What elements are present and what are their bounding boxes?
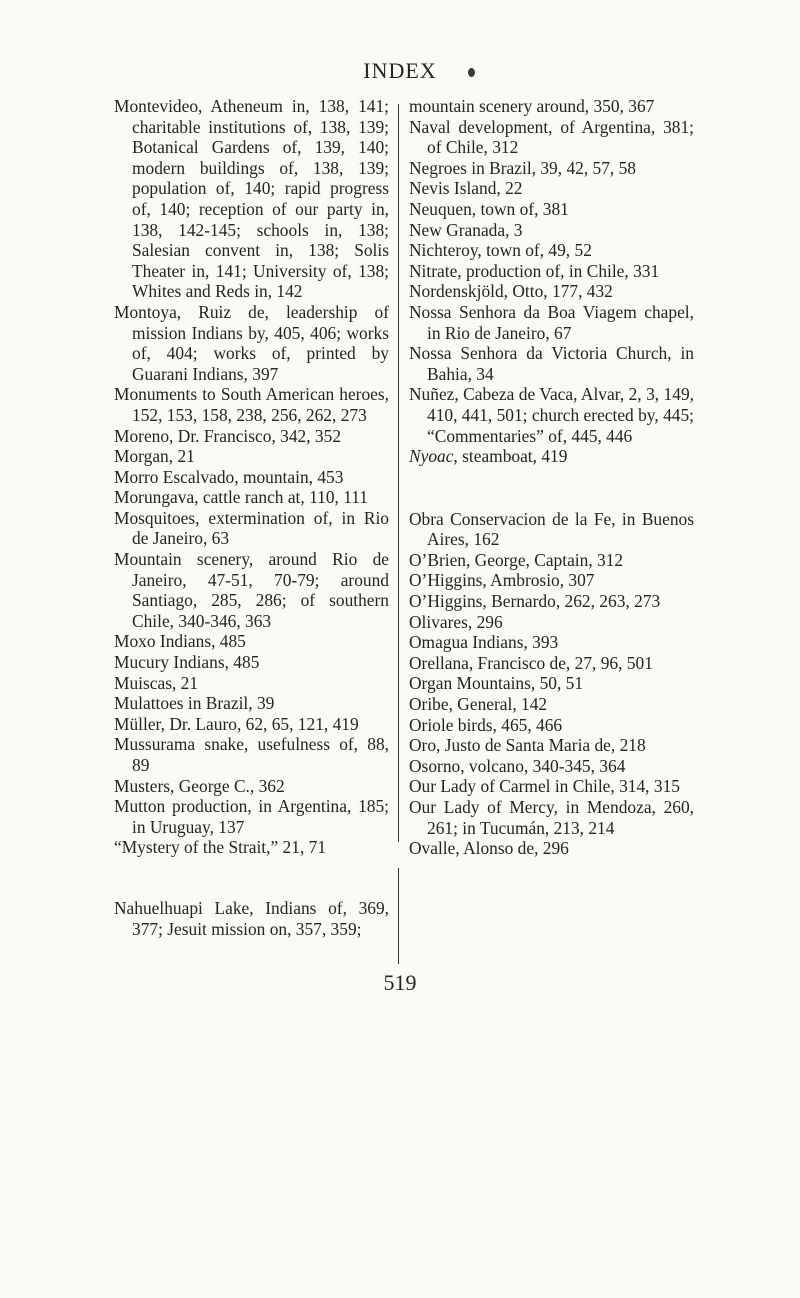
index-entry: Muiscas, 21 xyxy=(114,672,199,693)
index-entry: Moreno, Dr. Francisco, 342, 352 xyxy=(114,425,342,446)
index-entry: Moxo Indians, 485 xyxy=(114,631,246,652)
index-entry: Nuñez, Cabeza de Vaca, Alvar, 2, 3, 149, 410, 441, 501; church erected by, 445; “Commentaries” of, 445, 446 xyxy=(409,384,694,446)
index-entry: Naval development, of Argentina, 381; of Chile, 312 xyxy=(409,116,694,158)
index-entry: Mulattoes in Brazil, 39 xyxy=(114,693,275,714)
index-entry: Our Lady of Mercy, in Mendoza, 260, 261; in Tucumán, 213, 214 xyxy=(409,797,694,838)
index-entry: Omagua Indians, 393 xyxy=(409,632,559,653)
index-entry: Organ Mountains, 50, 51 xyxy=(409,673,584,694)
index-entry: Nordenskjöld, Otto, 177, 432 xyxy=(409,281,613,302)
index-entry: O’Brien, George, Captain, 312 xyxy=(409,549,624,570)
page-number: 519 xyxy=(383,970,417,995)
italic-entry-name: Nyoac, xyxy=(409,446,458,467)
column-rule xyxy=(398,104,399,842)
index-entry: Orellana, Francisco de, 27, 96, 501 xyxy=(409,652,653,673)
index-entry: Nevis Island, 22 xyxy=(409,178,523,199)
index-entry: Mutton production, in Argentina, 185; in Uruguay, 137 xyxy=(114,796,389,837)
index-entry: Nossa Senhora da Victoria Church, in Bahia, 34 xyxy=(409,343,694,384)
letter-gap xyxy=(409,467,694,509)
index-entry: Montevideo, Atheneum in, 138, 141; charitable institutions of, 138, 139; Botanical Gardens of, 139, 140; modern buildings of, 138, 139; population of, 140; rapid progress of, 140; reception of our party in, 138, 142-145; schools in, 138; Salesian convent in, 138; Solis Theater in, 141; University of, 138; Whites and Reds in, 142 xyxy=(114,96,389,302)
right-column xyxy=(409,96,694,859)
index-entry: Neuquen, town of, 381 xyxy=(409,198,569,219)
index-entry: Oriole birds, 465, 466 xyxy=(409,714,563,735)
index-entry: Osorno, volcano, 340-345, 364 xyxy=(409,755,626,776)
index-entry: Oribe, General, 142 xyxy=(409,694,548,715)
letter-gap xyxy=(114,858,389,898)
index-entry: Musters, George C., 362 xyxy=(114,775,285,796)
index-entry: mountain scenery around, 350, 367 xyxy=(409,96,655,116)
index-entry: Morgan, 21 xyxy=(114,446,195,467)
index-entry: Mucury Indians, 485 xyxy=(114,652,260,673)
index-entry: Mountain scenery, around Rio de Janeiro, 47-51, 70-79; around Santiago, 285, 286; of southern Chile, 340-346, 363 xyxy=(114,549,389,631)
left-column xyxy=(114,96,389,939)
ink-dot xyxy=(468,68,475,77)
index-entry: Olivares, 296 xyxy=(409,611,503,632)
index-entry: O’Higgins, Ambrosio, 307 xyxy=(409,570,595,591)
index-entry: Mussurama snake, usefulness of, 88, 89 xyxy=(114,734,389,775)
index-entry: Morro Escalvado, mountain, 453 xyxy=(114,466,344,487)
column-rule xyxy=(398,868,399,964)
index-entry: Müller, Dr. Lauro, 62, 65, 121, 419 xyxy=(114,713,359,734)
index-entry-italic xyxy=(409,446,694,467)
index-entry: Montoya, Ruiz de, leadership of mission Indians by, 405, 406; works of, 404; works of, printed by Guarani Indians, 397 xyxy=(114,301,389,384)
index-entry: Morungava, cattle ranch at, 110, 111 xyxy=(114,487,369,508)
index-entry: Ovalle, Alonso de, 296 xyxy=(409,838,569,859)
italic-entry-rest: steamboat, 419 xyxy=(457,446,568,467)
index-entry: Nitrate, production of, in Chile, 331 xyxy=(409,260,660,281)
index-entry: Monuments to South American heroes, 152, 153, 158, 238, 256, 262, 273 xyxy=(114,384,389,425)
index-entry: Nichteroy, town of, 49, 52 xyxy=(409,240,592,261)
index-entry: Nahuelhuapi Lake, Indians of, 369, 377; Jesuit mission on, 357, 359; xyxy=(114,897,389,939)
index-entry: O’Higgins, Bernardo, 262, 263, 273 xyxy=(409,591,661,612)
index-entry: “Mystery of the Strait,” 21, 71 xyxy=(114,837,327,858)
index-entry: Negroes in Brazil, 39, 42, 57, 58 xyxy=(409,157,637,178)
index-entry: Obra Conservacion de la Fe, in Buenos Aires, 162 xyxy=(409,508,694,550)
index-entry: New Granada, 3 xyxy=(409,219,523,240)
index-entry: Our Lady of Carmel in Chile, 314, 315 xyxy=(409,776,680,797)
page-title: INDEX xyxy=(363,58,437,83)
index-entry: Mosquitoes, extermination of, in Rio de Janeiro, 63 xyxy=(114,507,389,549)
index-entry: Oro, Justo de Santa Maria de, 218 xyxy=(409,735,646,756)
index-entry: Nossa Senhora da Boa Viagem chapel, in Rio de Janeiro, 67 xyxy=(409,301,694,343)
